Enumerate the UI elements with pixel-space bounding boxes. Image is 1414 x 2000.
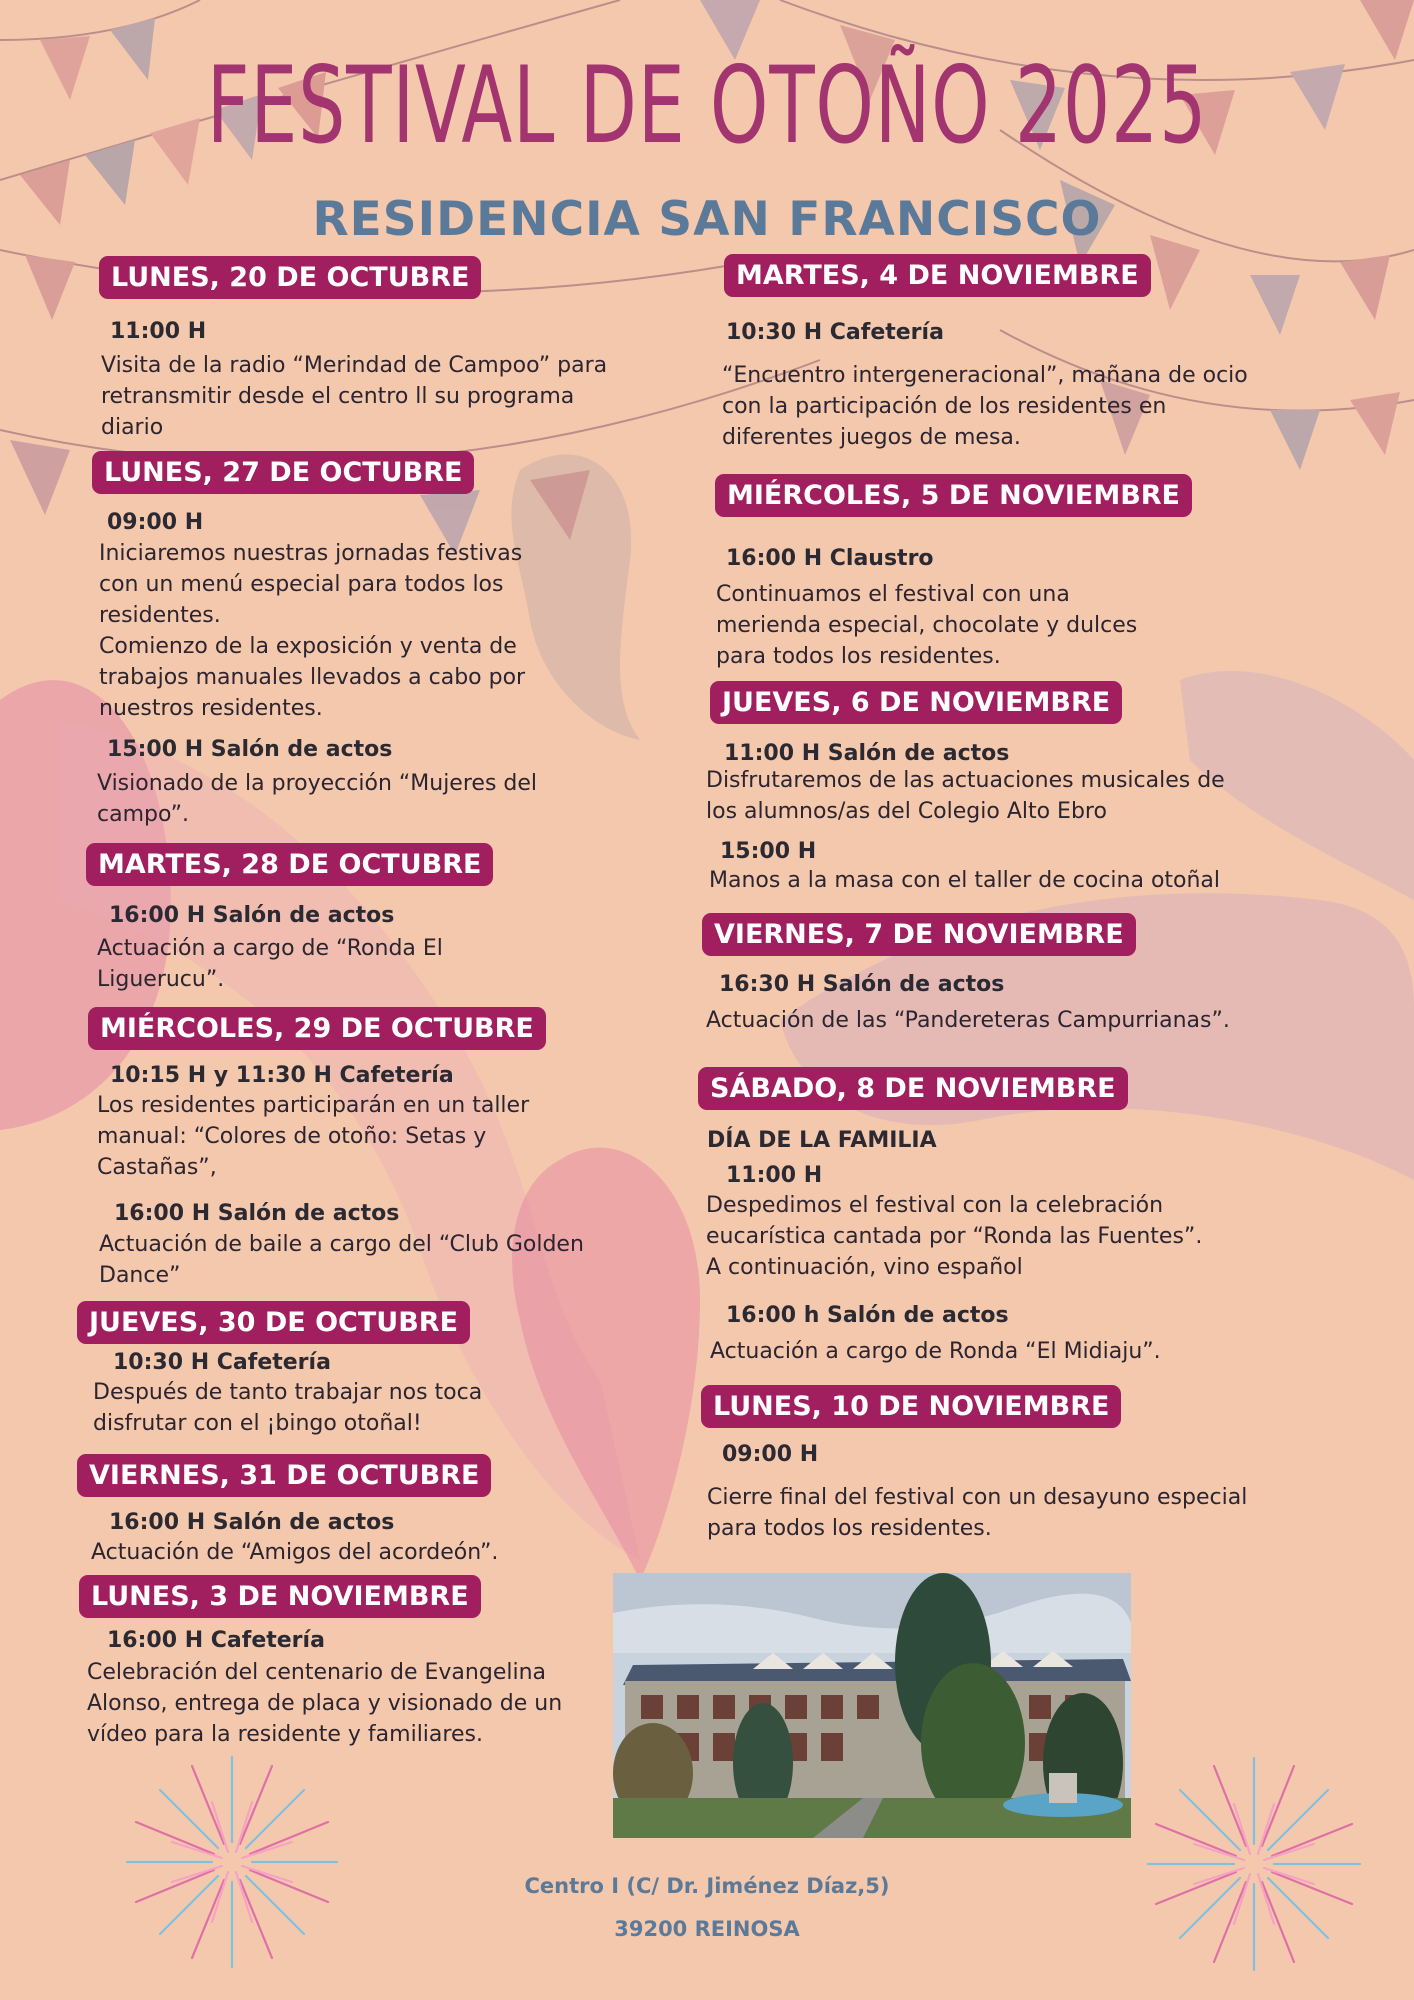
event-description: Visionado de la proyección “Mujeres del campo”. — [97, 771, 538, 827]
event-time: 16:00 H Salón de actos — [109, 903, 395, 928]
day-heading: LUNES, 3 DE NOVIEMBRE — [79, 1575, 481, 1618]
day-heading: LUNES, 20 DE OCTUBRE — [99, 256, 481, 299]
event-time: 16:00 h Salón de actos — [726, 1303, 1009, 1328]
fireworks-right — [1138, 1748, 1370, 1980]
event-description: Actuación de las “Pandereteras Campurrianas”. — [706, 1008, 1230, 1033]
residence-photo — [613, 1573, 1131, 1838]
event-description: Los residentes participarán en un taller manual: “Colores de otoño: Setas y Castañas”, — [97, 1093, 530, 1180]
event-description: Cierre final del festival con un desayuno especial para todos los residentes. — [707, 1485, 1248, 1541]
event-time: 16:00 H Salón de actos — [114, 1201, 400, 1226]
page-subtitle: RESIDENCIA SAN FRANCISCO — [312, 192, 1102, 247]
event-description: Actuación a cargo de Ronda “El Midiaju”. — [710, 1339, 1161, 1364]
day-heading: VIERNES, 7 DE NOVIEMBRE — [702, 913, 1136, 956]
event-description: Continuamos el festival con una merienda especial, chocolate y dulces para todos los residentes. — [716, 582, 1138, 669]
event-subheading: DÍA DE LA FAMILIA — [707, 1128, 937, 1153]
event-time: 09:00 H — [107, 510, 204, 535]
event-description: Actuación de baile a cargo del “Club Golden Dance” — [99, 1232, 584, 1288]
event-time: 16:00 H Cafetería — [107, 1628, 325, 1653]
day-heading: SÁBADO, 8 DE NOVIEMBRE — [698, 1067, 1128, 1110]
day-heading: MIÉRCOLES, 5 DE NOVIEMBRE — [715, 474, 1192, 517]
event-time: 10:15 H y 11:30 H Cafetería — [110, 1063, 454, 1088]
day-heading: MARTES, 4 DE NOVIEMBRE — [724, 254, 1151, 297]
event-time: 09:00 H — [722, 1442, 819, 1467]
day-heading: MARTES, 28 DE OCTUBRE — [86, 843, 493, 886]
event-description: Disfrutaremos de las actuaciones musicales de los alumnos/as del Colegio Alto Ebro — [706, 768, 1225, 824]
event-description: Visita de la radio “Merindad de Campoo” para retransmitir desde el centro ll su programa diario — [101, 353, 608, 440]
event-time: 15:00 H — [720, 839, 817, 864]
event-time: 11:00 H Salón de actos — [724, 741, 1010, 766]
event-description: Celebración del centenario de Evangelina Alonso, entrega de placa y visionado de un vídeo para la residente y familiares. — [87, 1660, 563, 1747]
footer-city: 39200 REINOSA — [614, 1917, 800, 1941]
event-description: “Encuentro intergeneracional”, mañana de ocio con la participación de los residentes en diferentes juegos de mesa. — [722, 363, 1248, 450]
day-heading: LUNES, 10 DE NOVIEMBRE — [701, 1385, 1121, 1428]
day-heading: VIERNES, 31 DE OCTUBRE — [77, 1454, 491, 1497]
event-time: 11:00 H — [110, 319, 207, 344]
event-time: 16:30 H Salón de actos — [719, 972, 1005, 997]
event-time: 11:00 H — [726, 1163, 823, 1188]
footer-address: Centro I (C/ Dr. Jiménez Díaz,5) — [524, 1874, 890, 1898]
event-description: Actuación a cargo de “Ronda El Liguerucu”. — [97, 936, 443, 992]
event-time: 16:00 H Claustro — [726, 546, 934, 571]
event-description: Actuación de “Amigos del acordeón”. — [91, 1540, 499, 1565]
day-heading: LUNES, 27 DE OCTUBRE — [92, 451, 474, 494]
event-description: Manos a la masa con el taller de cocina otoñal — [709, 868, 1221, 893]
event-description: Iniciaremos nuestras jornadas festivas con un menú especial para todos los residentes. Comienzo de la exposición y venta de trabajos manuales llevados a cabo por nuestros residentes. — [99, 541, 526, 721]
event-time: 15:00 H Salón de actos — [107, 737, 393, 762]
event-description: Después de tanto trabajar nos toca disfrutar con el ¡bingo otoñal! — [93, 1380, 483, 1436]
day-heading: JUEVES, 6 DE NOVIEMBRE — [710, 681, 1122, 724]
event-time: 10:30 H Cafetería — [726, 320, 944, 345]
event-time: 10:30 H Cafetería — [113, 1350, 331, 1375]
event-description: Despedimos el festival con la celebración eucarística cantada por “Ronda las Fuentes”. A continuación, vino español — [706, 1193, 1203, 1280]
day-heading: MIÉRCOLES, 29 DE OCTUBRE — [88, 1007, 546, 1050]
event-time: 16:00 H Salón de actos — [109, 1510, 395, 1535]
fireworks-left — [118, 1748, 346, 1976]
page-title: FESTIVAL DE OTOÑO 2025 — [206, 44, 1208, 167]
day-heading: JUEVES, 30 DE OCTUBRE — [77, 1301, 470, 1344]
